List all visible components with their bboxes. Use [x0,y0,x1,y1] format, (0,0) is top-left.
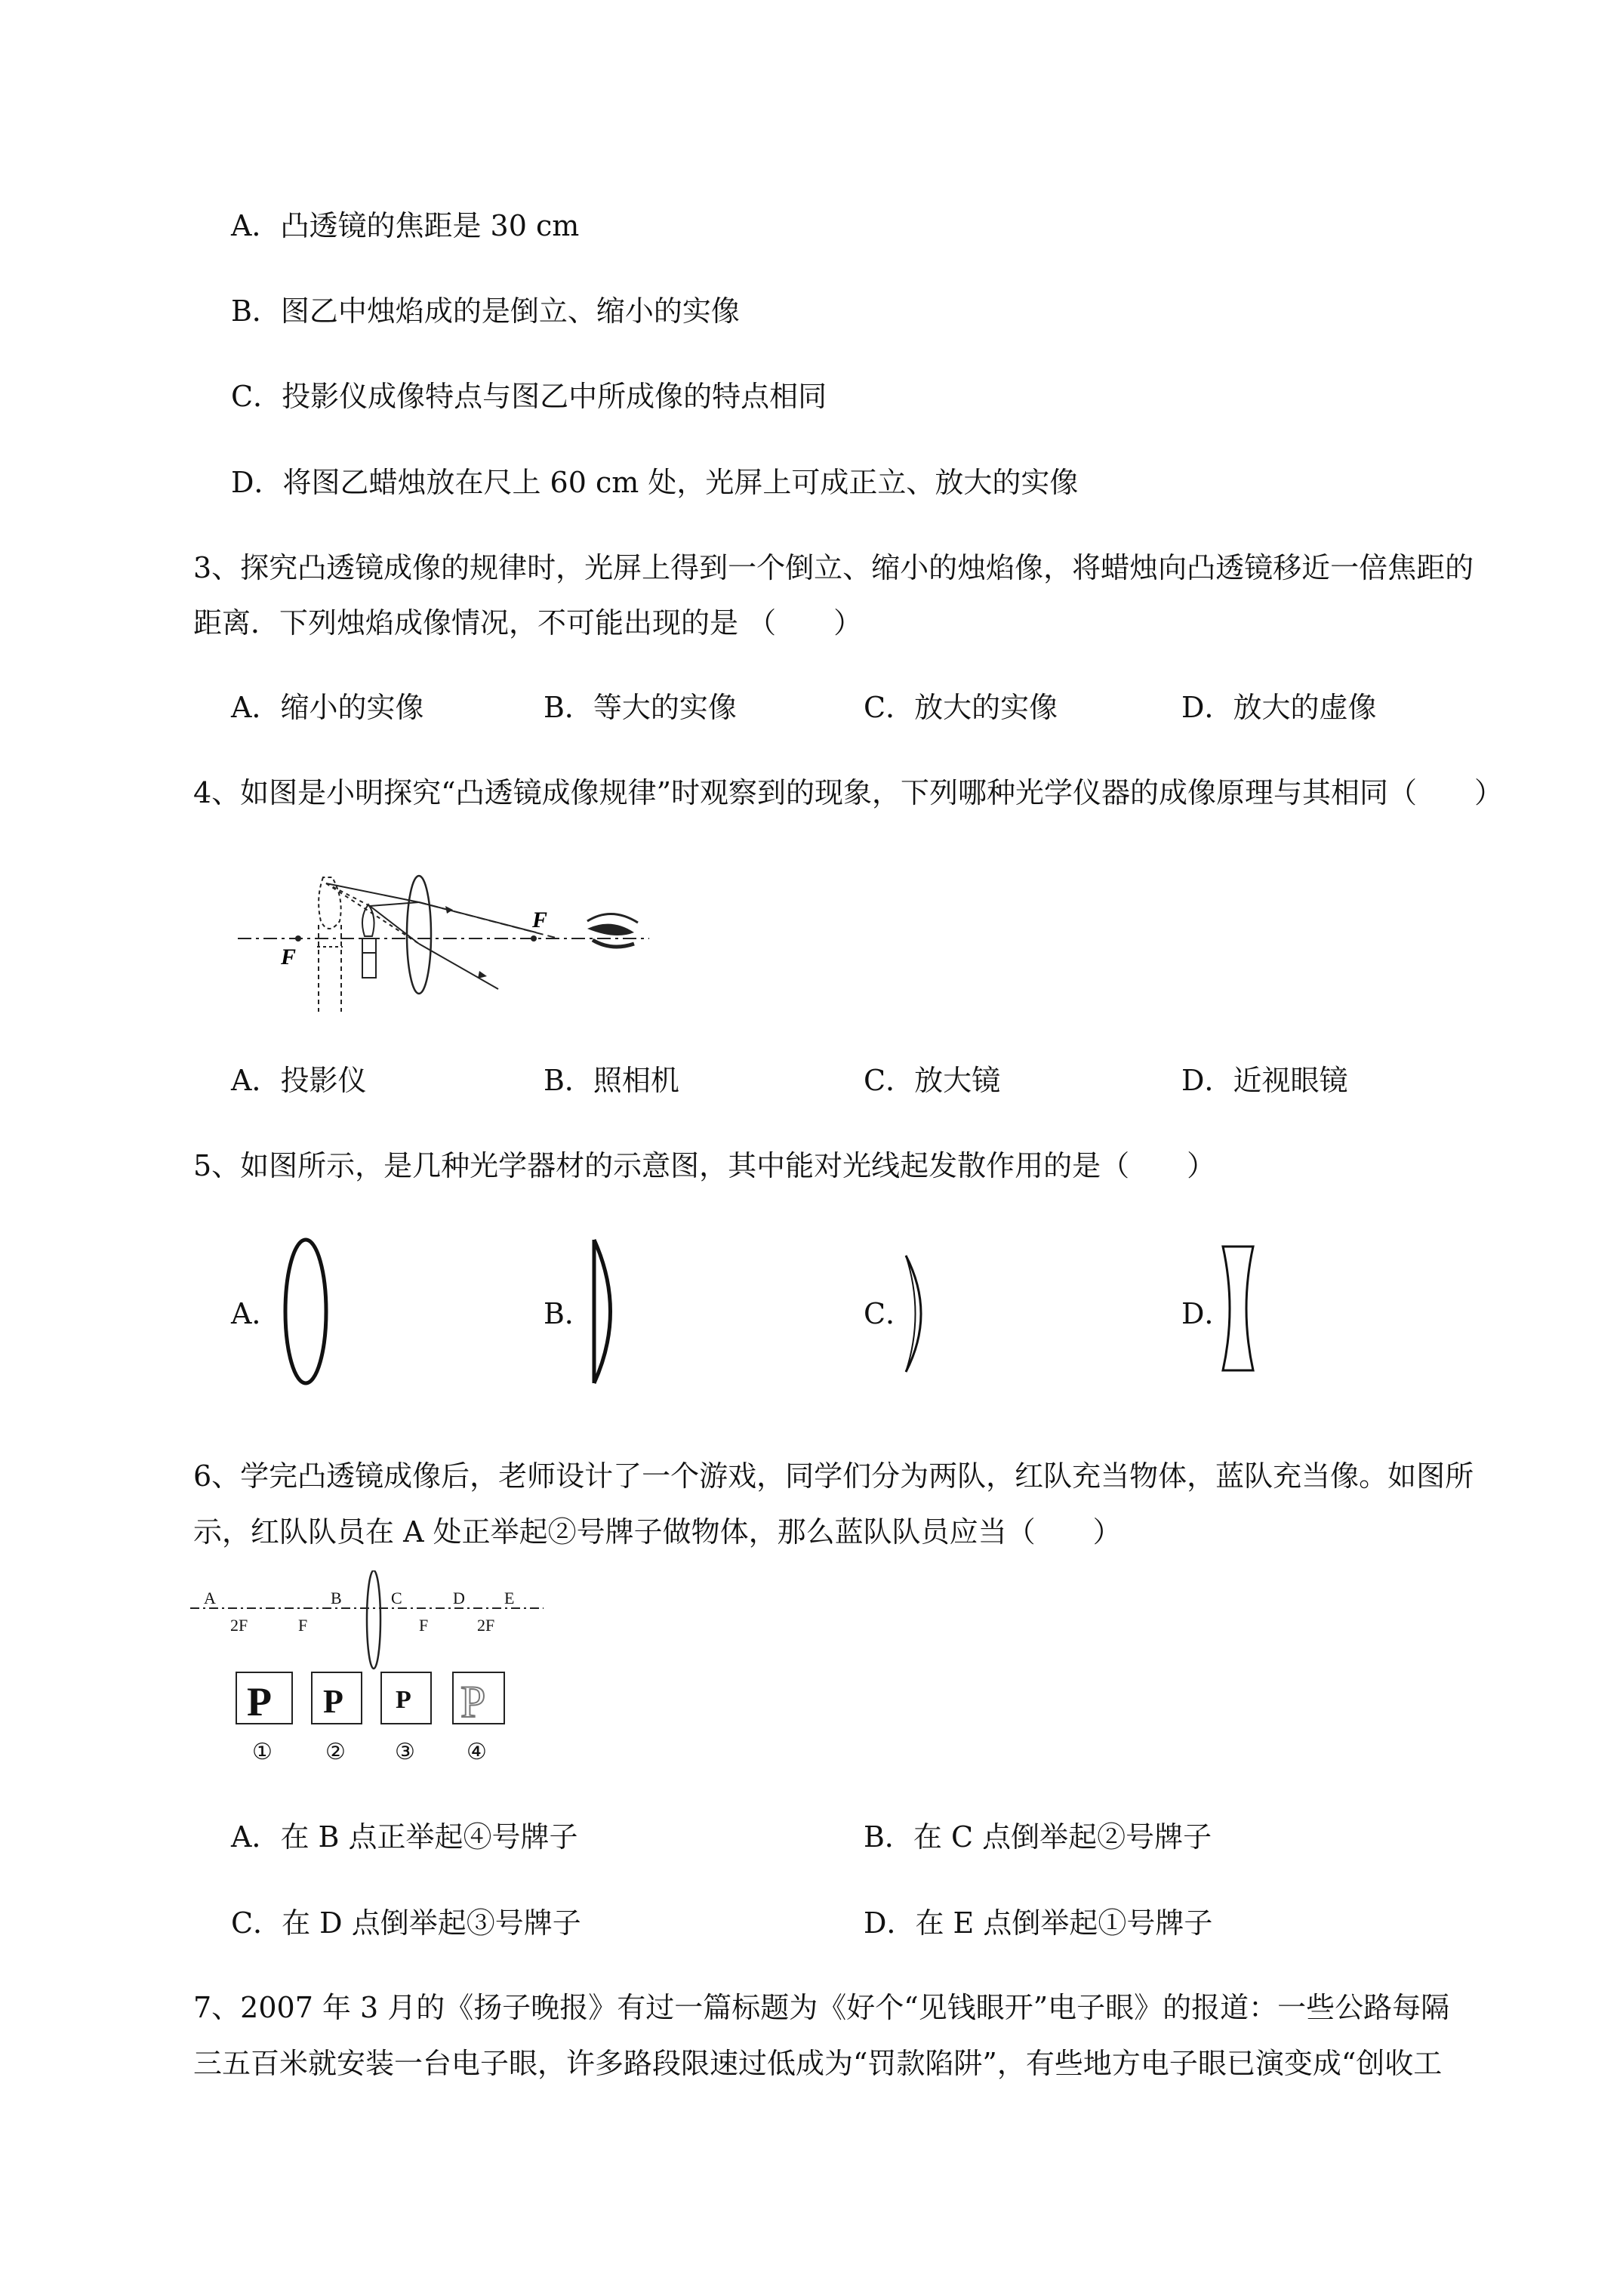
q5-option-a-label: A． [231,1297,281,1330]
q2-option-a: A．凸透镜的焦距是 30 cm [231,209,580,242]
biconvex-lens-icon [279,1232,332,1391]
convex-lens [407,876,431,994]
card-2 [312,1672,362,1764]
svg-text:②: ② [325,1740,346,1764]
q2-option-b: B．图乙中烛焰成的是倒立、缩小的实像 [231,294,740,328]
q3-stem-line1: 3、探究凸透镜成像的规律时，光屏上得到一个倒立、缩小的烛焰像，将蜡烛向凸透镜移近一倍焦距的 [193,551,1474,584]
q4-option-a: A．投影仪 [231,1064,367,1097]
q5-stem: 5、如图所示，是几种光学器材的示意图，其中能对光线起发散作用的是（ ） [193,1149,1216,1182]
q6-option-b: B．在 C 点倒举起②号牌子 [864,1820,1212,1854]
convex-lens [367,1570,380,1669]
biconcave-lens-icon [1215,1240,1261,1376]
q4-option-b: B．照相机 [544,1064,679,1097]
q3-option-b: B．等大的实像 [544,691,737,724]
eye-icon [587,914,638,947]
q2-option-d: D．将图乙蜡烛放在尺上 60 cm 处，光屏上可成正立、放大的实像 [231,466,1079,499]
point-b-label: B [331,1589,342,1607]
q4-option-c: C．放大镜 [864,1064,1001,1097]
card-3 [381,1672,431,1764]
q3-option-c: C．放大的实像 [864,691,1058,724]
focal-f-left: F [298,1616,308,1635]
point-d-label: D [453,1589,465,1607]
q3-stem-line2: 距离．下列烛焰成像情况，不可能出现的是 （ ） [193,606,863,639]
point-e-label: E [504,1589,515,1607]
q4-option-d: D．近视眼镜 [1181,1064,1348,1097]
q6-stem-line2: 示，红队队员在 A 处正举起②号牌子做物体，那么蓝队队员应当（ ） [193,1515,1122,1549]
q5-option-b-label: B． [544,1297,593,1330]
q3-option-d: D．放大的虚像 [1181,691,1377,724]
svg-text:P: P [396,1686,411,1714]
point-a-label: A [204,1589,216,1607]
svg-text:P: P [323,1683,343,1720]
q7-line2: 三五百米就安装一台电子眼，许多路段限速过低成为“罚款陷阱”，有些地方电子眼已演变成“创收工 [193,2047,1443,2080]
q5-option-d-label: D． [1181,1297,1233,1330]
light-rays [326,883,559,989]
q3-option-a: A．缩小的实像 [231,691,424,724]
q6-option-d: D．在 E 点倒举起①号牌子 [864,1906,1213,1940]
q7-line1: 7、2007 年 3 月的《扬子晚报》有过一篇标题为《好个“见钱眼开”电子眼》的报道：一些公路每隔 [193,1991,1450,2024]
candle-icon [317,877,343,1012]
focal-label-left: F [281,945,297,969]
small-candle-icon [362,905,376,978]
q6-option-c: C．在 D 点倒举起③号牌子 [231,1906,581,1940]
focal-f-right: F [419,1616,429,1635]
q4-stem: 4、如图是小明探究“凸透镜成像规律”时观察到的现象，下列哪种光学仪器的成像原理与其相同（ ） [193,776,1504,809]
q5-option-c-label: C． [864,1297,915,1330]
svg-text:④: ④ [467,1740,487,1764]
focal-2f-left: 2F [230,1616,248,1635]
q6-option-a: A．在 B 点正举起④号牌子 [231,1820,578,1854]
svg-text:③: ③ [395,1740,415,1764]
q2-option-c: C．投影仪成像特点与图乙中所成像的特点相同 [231,380,827,413]
card-4 [453,1672,504,1764]
card-1 [236,1672,292,1764]
focal-label-right: F [532,908,548,932]
focal-2f-right: 2F [477,1616,495,1635]
q4-ray-diagram [226,868,664,1019]
svg-text:①: ① [252,1740,273,1764]
plano-convex-lens-icon [585,1232,630,1391]
q6-stem-line1: 6、学完凸透镜成像后，老师设计了一个游戏，同学们分为两队，红队充当物体，蓝队充当像。如图所 [193,1459,1474,1493]
concave-convex-lens-icon [898,1250,944,1378]
point-c-label: C [391,1589,402,1607]
svg-text:P: P [460,1677,486,1727]
q6-lens-game-diagram [189,1570,551,1767]
svg-text:P: P [247,1679,272,1724]
